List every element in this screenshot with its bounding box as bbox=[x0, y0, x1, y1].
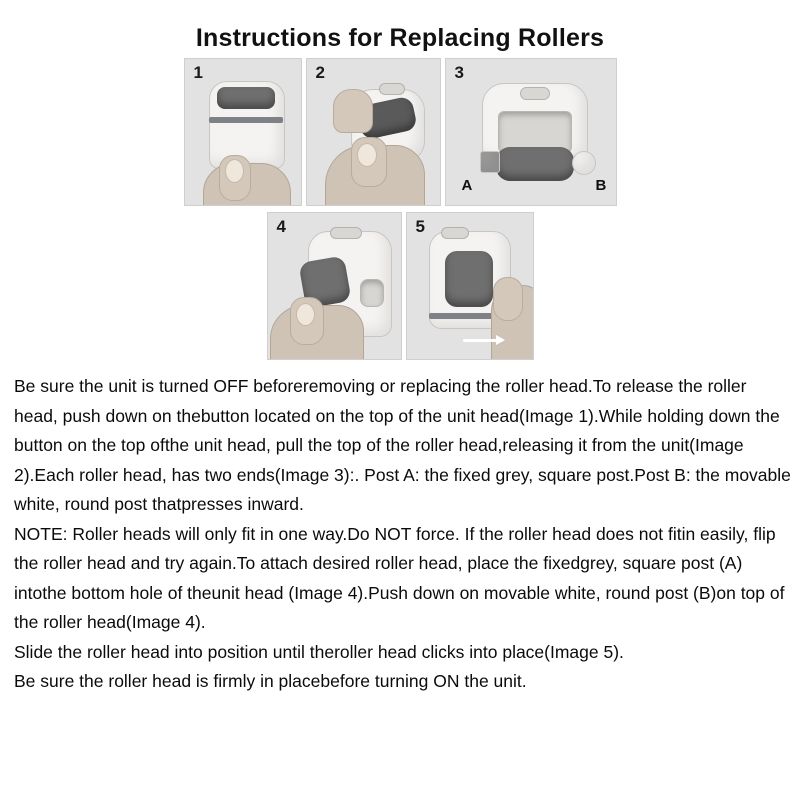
fingernail bbox=[296, 303, 315, 326]
figure-panel-5 bbox=[406, 212, 534, 360]
direction-arrow bbox=[463, 339, 503, 342]
fingernail bbox=[357, 143, 377, 167]
paragraph-1: Be sure the unit is turned OFF beforeremoving or replacing the roller head.To release the roller head, push down on thebutton located on the top of the unit head(Image 1).While holding down the button on the top ofthe unit head, pull the top of the roller head,releasing it from the unit(Image 2).Each roller head, has two ends(Image 3):. Post A: the fixed grey, square post.Post B: the movable white, round post thatpresses inward. bbox=[14, 376, 796, 514]
figure-row-top bbox=[0, 58, 800, 206]
figure-number: 1 bbox=[193, 63, 203, 82]
post-label-a: A bbox=[461, 177, 473, 194]
roller-head bbox=[496, 147, 574, 181]
roller-head bbox=[217, 87, 275, 109]
roller-head bbox=[445, 251, 493, 307]
figure-row-bottom bbox=[0, 212, 800, 360]
figure-number: 3 bbox=[454, 63, 464, 82]
figure-panel-4 bbox=[267, 212, 402, 360]
figure-number: 5 bbox=[415, 217, 425, 236]
instruction-text bbox=[14, 372, 796, 697]
figure-panel-1 bbox=[184, 58, 302, 206]
post-a-square bbox=[480, 151, 500, 173]
post-b-round bbox=[572, 151, 596, 175]
release-button bbox=[330, 227, 362, 239]
paragraph-4: Be sure the roller head is firmly in placebefore turning ON the unit. bbox=[14, 671, 527, 691]
figure-gallery bbox=[0, 58, 800, 360]
finger bbox=[493, 277, 523, 321]
post-label-b: B bbox=[595, 177, 607, 194]
fingernail bbox=[225, 159, 244, 183]
release-button bbox=[441, 227, 469, 239]
page-title: Instructions for Replacing Rollers bbox=[195, 24, 605, 52]
release-button bbox=[379, 83, 405, 95]
unit-head-slot bbox=[360, 279, 384, 307]
release-button bbox=[520, 87, 550, 100]
finger-upper bbox=[333, 89, 373, 133]
device-band bbox=[209, 117, 283, 123]
figure-panel-3 bbox=[445, 58, 617, 206]
figure-panel-2 bbox=[306, 58, 441, 206]
paragraph-2: NOTE: Roller heads will only fit in one way.Do NOT force. If the roller head does not fitin easily, flip the roller head and try again.To attach desired roller head, place the fixedgrey, square post (A) intothe bottom hole of theunit head (Image 4).Push down on movable white, round post (B)on top of the roller head(Image 4). bbox=[14, 523, 790, 632]
figure-number: 2 bbox=[315, 63, 325, 82]
paragraph-3: Slide the roller head into position until theroller head clicks into place(Image 5). bbox=[14, 641, 624, 662]
figure-number: 4 bbox=[276, 217, 286, 236]
